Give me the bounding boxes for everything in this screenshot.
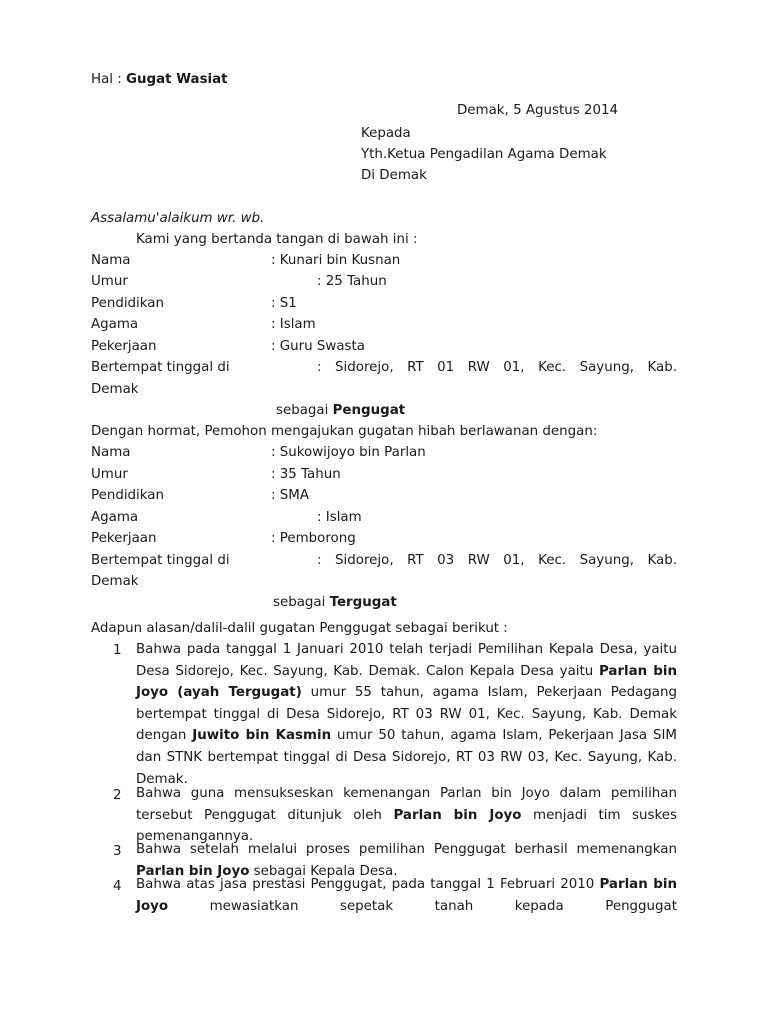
defendant-edu-label: Pendidikan xyxy=(91,488,164,503)
defendant-name-label: Nama xyxy=(91,445,131,460)
defendant-address-value: : Sidorejo, RT 03 RW 01, Kec. Sayung, Kab. xyxy=(317,553,677,568)
plaintiff-job-value: : Guru Swasta xyxy=(271,339,365,354)
plaintiff-name-value: : Kunari bin Kusnan xyxy=(271,253,401,268)
reason-1-part-1: Bahwa pada tanggal 1 Januari 2010 telah terjadi Pemilihan Kepala Desa, yaitu Desa Sidorejo, Kec. Sayung, Kab. Demak. Calon Kepala Desa yaitu xyxy=(136,642,677,679)
plaintiff-edu-label: Pendidikan xyxy=(91,296,164,311)
greeting: Assalamu'alaikum wr. wb. xyxy=(91,211,265,226)
plaintiff-religion-label: Agama xyxy=(91,317,139,332)
plaintiff-address-label: Bertempat tinggal di xyxy=(91,360,230,375)
plaintiff-role-line xyxy=(276,402,405,419)
transition-text: Dengan hormat, Pemohon mengajukan gugatan hibah berlawanan dengan: xyxy=(91,424,598,439)
reason-2-part-1: Bahwa guna mensukseskan kemenangan Parlan bin Joyo dalam pemilihan tersebut Penggugat ditunjuk oleh xyxy=(136,786,677,823)
reason-1-text xyxy=(136,639,677,790)
reason-3-number: 3 xyxy=(113,844,122,859)
reason-4-text xyxy=(136,874,677,917)
reason-3-part-1: Bahwa setelah melalui proses pemilihan Penggugat berhasil memenangkan xyxy=(136,842,677,857)
defendant-role: Tergugat xyxy=(329,595,397,610)
plaintiff-age-label: Umur xyxy=(91,274,128,289)
plaintiff-address-value: : Sidorejo, RT 01 RW 01, Kec. Sayung, Kab. xyxy=(317,360,677,375)
date-line: Demak, 5 Agustus 2014 xyxy=(457,103,619,118)
defendant-address-label: Bertempat tinggal di xyxy=(91,553,230,568)
plaintiff-name-label: Nama xyxy=(91,253,131,268)
plaintiff-age-value: : 25 Tahun xyxy=(317,274,387,289)
reason-4-bold-1: Parlan bin Joyo xyxy=(136,877,677,914)
plaintiff-role: Pengugat xyxy=(332,403,406,418)
recipient-line-3: Di Demak xyxy=(361,168,427,183)
plaintiff-edu-value: : S1 xyxy=(271,296,297,311)
defendant-religion-label: Agama xyxy=(91,510,139,525)
reason-1-part-3: umur 50 tahun, agama Islam, Pekerjaan Jasa SIM dan STNK bertempat tinggal di Desa Sidorejo, RT 03 RW 03, Kec. Sayung, Kab. Demak. xyxy=(136,728,677,787)
subject-prefix: Hal : xyxy=(91,72,127,87)
defendant-role-line xyxy=(273,594,397,611)
reason-1-bold-1: Parlan bin Joyo (ayah Tergugat) xyxy=(136,663,677,701)
recipient-line-2: Yth.Ketua Pengadilan Agama Demak xyxy=(361,147,607,162)
defendant-religion-value: : Islam xyxy=(317,510,362,525)
defendant-role-prefix: sebagai xyxy=(273,595,330,610)
reason-1-number: 1 xyxy=(113,643,122,658)
reason-4-part-1: Bahwa atas jasa prestasi Penggugat, pada tanggal 1 Februari 2010 xyxy=(136,877,600,892)
reason-2-bold-1: Parlan bin Joyo xyxy=(393,807,522,823)
defendant-job-value: : Pemborong xyxy=(271,531,356,546)
reason-2-number: 2 xyxy=(113,788,122,803)
reason-1-bold-2: Juwito bin Kasmin xyxy=(192,728,332,744)
recipient-line-1: Kepada xyxy=(361,126,411,141)
reason-3-bold-1: Parlan bin Joyo xyxy=(136,863,250,879)
reason-2-part-2: menjadi tim suskes pemenangannya. xyxy=(136,807,677,845)
reason-4-number: 4 xyxy=(113,879,122,894)
plaintiff-job-label: Pekerjaan xyxy=(91,339,157,354)
intro-text: Kami yang bertanda tangan di bawah ini : xyxy=(136,232,418,247)
reason-3-part-2: sebagai Kepala Desa. xyxy=(249,863,398,879)
reason-4-part-2: mewasiatkan sepetak tanah kepada Penggugat xyxy=(168,898,677,914)
plaintiff-role-prefix: sebagai xyxy=(276,403,333,418)
reasons-intro: Adapun alasan/dalil-dalil gugatan Penggugat sebagai berikut : xyxy=(91,621,508,636)
defendant-age-value: : 35 Tahun xyxy=(271,467,341,482)
plaintiff-address-cont: Demak xyxy=(91,382,139,397)
reason-1-part-2: umur 55 tahun, agama Islam, Pekerjaan Pedagang bertempat tinggal di Desa Sidorejo, RT 03 RW 01, Kec. Sayung, Kab. Demak dengan xyxy=(136,685,677,744)
defendant-edu-value: : SMA xyxy=(271,488,309,503)
defendant-age-label: Umur xyxy=(91,467,128,482)
plaintiff-religion-value: : Islam xyxy=(271,317,316,332)
subject-title: Gugat Wasiat xyxy=(126,72,228,87)
defendant-job-label: Pekerjaan xyxy=(91,531,157,546)
defendant-address-cont: Demak xyxy=(91,574,139,589)
defendant-name-value: : Sukowijoyo bin Parlan xyxy=(271,445,426,460)
subject-line xyxy=(91,71,228,88)
